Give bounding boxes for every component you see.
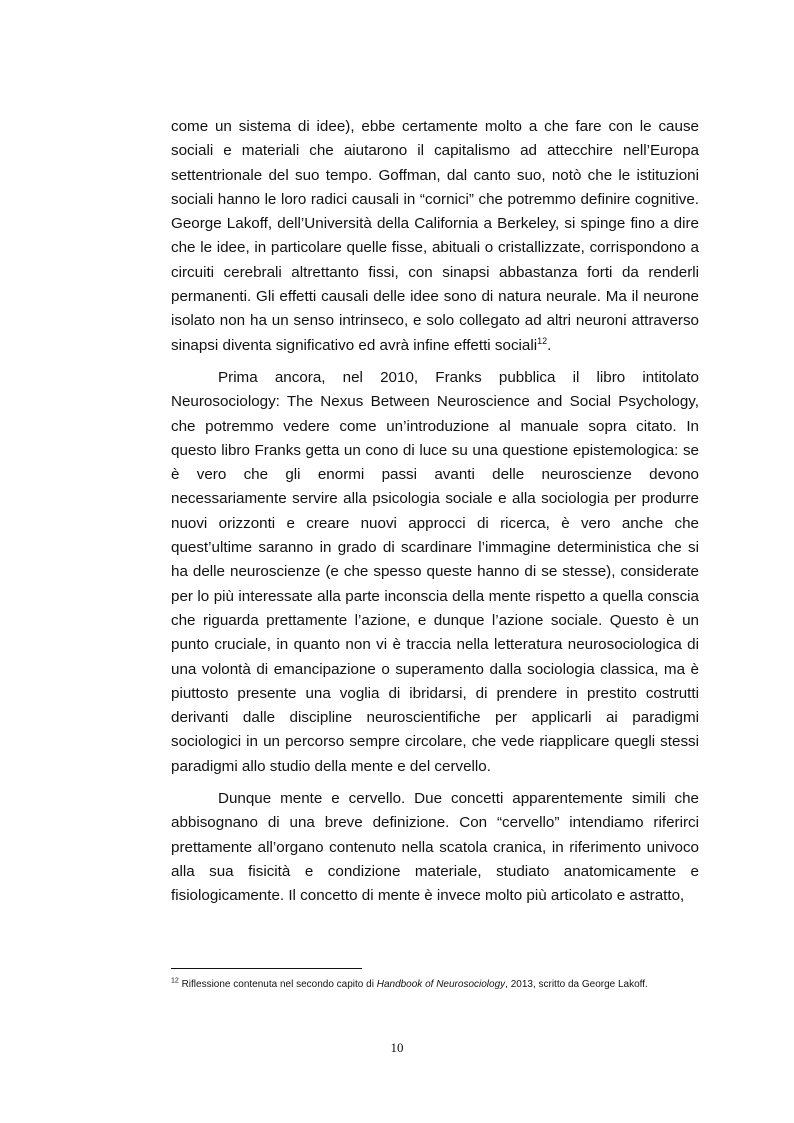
footnote-reference: 12 xyxy=(537,335,548,346)
footnote-separator xyxy=(171,968,362,969)
paragraph-1-text: come un sistema di idee), ebbe certamente molto a che fare con le cause sociali e materiali che aiutarono il capitalismo ad attecchire nell’Europa settentrionale del suo tempo. Goffman, dal canto suo, notò che le istituzioni sociali hanno le loro radici causali in “cornici” che potremmo definire cognitive. George Lakoff, dell’Università della California a Berkeley, si spinge fino a dire che le idee, in particolare quelle fisse, abituali o cristallizzate, corrispondono a circuiti cerebrali altrettanto fissi, con sinapsi abbastanza forti da renderli permanenti. Gli effetti causali delle idee sono di natura neurale. Ma il neurone isolato non ha un senso intrinseco, e solo collegato ad altri neuroni attraverso sinapsi diventa significativo ed avrà infine effetti sociali xyxy=(171,118,699,354)
footnote-book-title: Handbook of Neurosociology xyxy=(376,979,506,990)
paragraph-2: Prima ancora, nel 2010, Franks pubblica il libro intitolato Neurosociology: The Nexus Between Neuroscience and Social Psychology, che potremmo vedere come un’introduzione al manuale sopra citato. In questo libro Franks getta un cono di luce su una questione epistemologica: se è vero che gli enormi passi avanti delle neuroscienze devono necessariamente servire alla psicologia sociale e alla sociologia per produrre nuovi orizzonti e creare nuovi approcci di ricerca, è vero anche che quest’ultime saranno in grado di scardinare l’immagine deterministica che si ha delle neuroscienze (e che spesso queste hanno di se stesse), considerate per lo più interessate alla parte inconscia della mente rispetto a quella conscia che riguarda prettamente l’azione, e dunque l’azione sociale. Questo è un punto cruciale, in quanto non vi è traccia nella letteratura neurosociologica di una volontà di emancipazione o superamento dalla sociologia classica, ma è piuttosto presente una voglia di ibridarsi, di prendere in prestito costrutti derivanti dalle discipline neuroscientifiche per applicarli ai paradigmi sociologici in un percorso sempre circolare, che vede riapplicare quegli stessi paradigmi allo studio della mente e del cervello. xyxy=(171,368,699,775)
paragraph-3: Dunque mente e cervello. Due concetti apparentemente simili che abbisognano di una breve definizione. Con “cervello” intendiamo riferirci prettamente all’organo contenuto nella scatola cranica, in riferimento univoco alla sua fisicità e condizione materiale, studiato anatomicamente e fisiologicamente. Il concetto di mente è invece molto più articolato e astratto, xyxy=(171,790,699,905)
footnote-number: 12 xyxy=(171,977,179,985)
body-text xyxy=(171,115,699,909)
paragraph-1-tail: . xyxy=(547,336,552,354)
footnote-text-before: Riflessione contenuta nel secondo capito di xyxy=(181,979,377,990)
footnote xyxy=(171,976,699,993)
footnote-text-after: , 2013, scritto da George Lakoff. xyxy=(505,979,648,990)
page-number: 10 xyxy=(390,1040,404,1055)
paragraph-1 xyxy=(171,115,699,358)
